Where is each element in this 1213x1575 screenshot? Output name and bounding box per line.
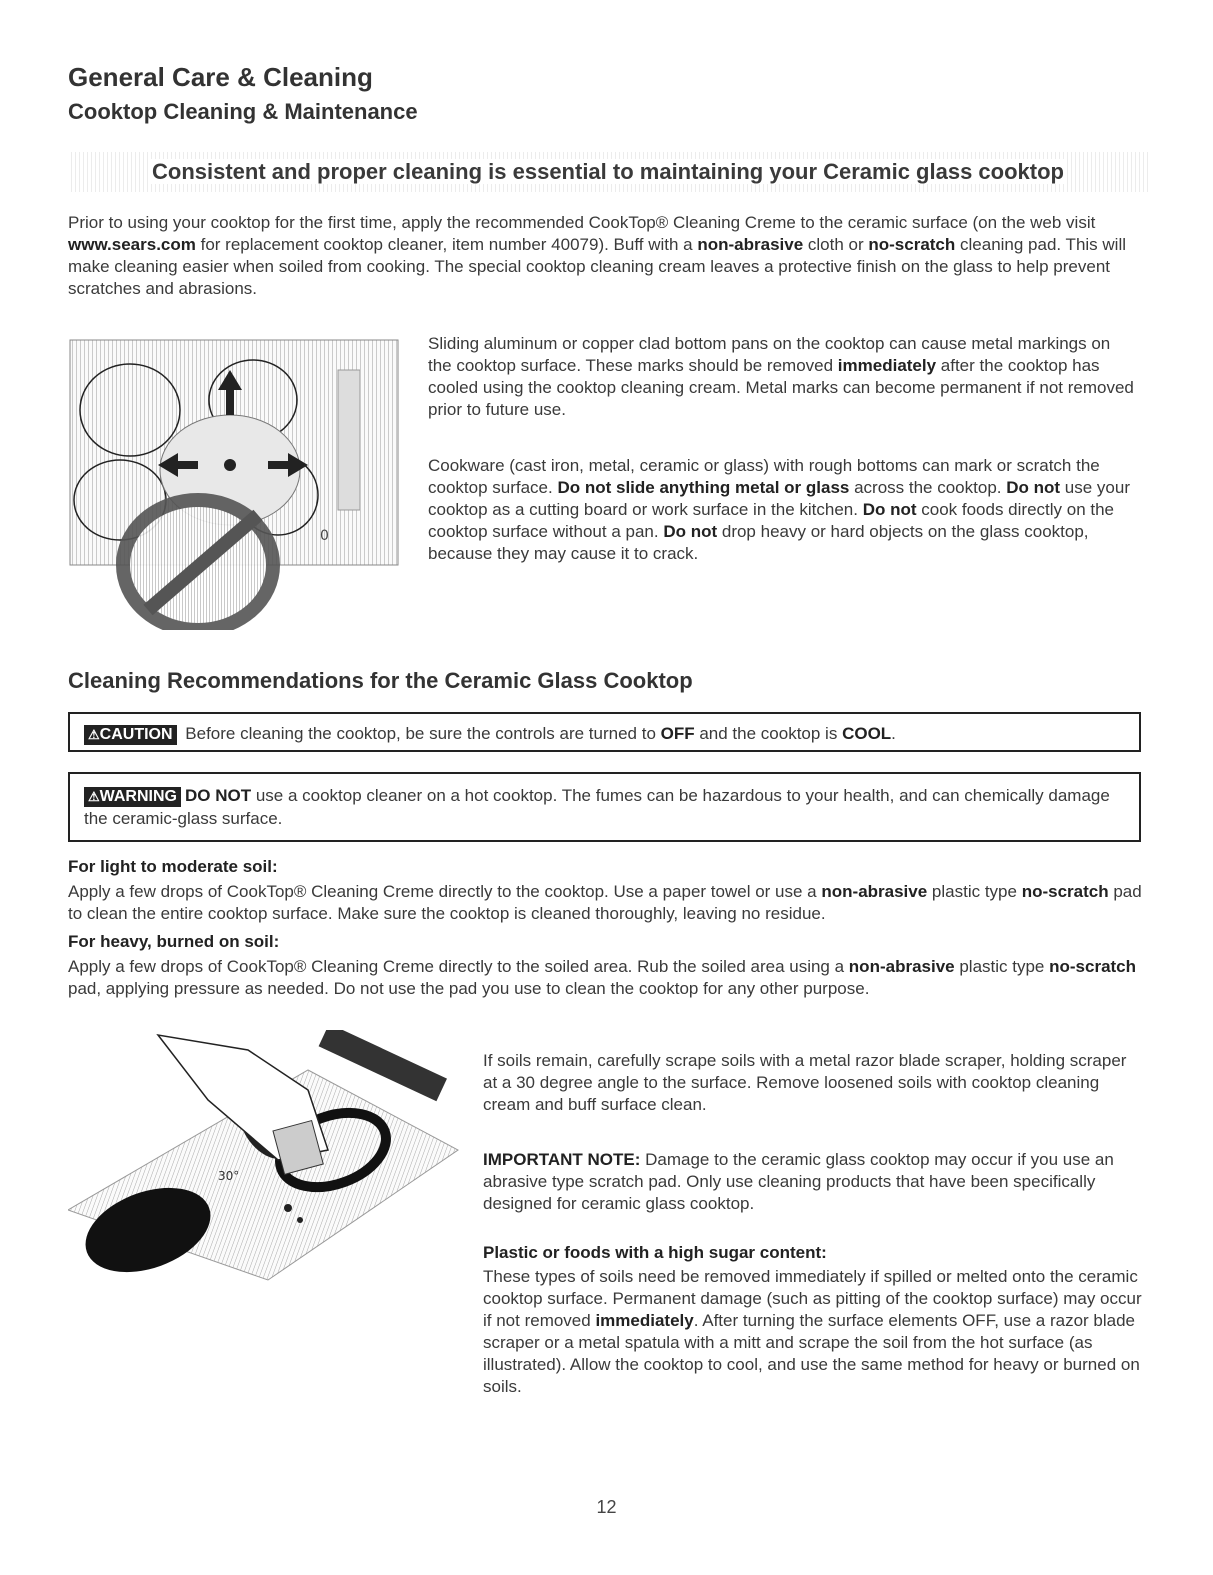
page-title: General Care & Cleaning	[68, 62, 373, 92]
warning-triangle-icon: ⚠	[88, 727, 100, 742]
intro-paragraph: Prior to using your cooktop for the first time, apply the recommended CookTop® Cleaning Creme to the ceramic surface (on the web visit www.sears.com for replacement cooktop cleaner, item number 40079). Buff with a non-abrasive cloth or no-scratch cleaning pad. This will make cleaning easier when soiled from cooking. The special cooktop cleaning cream leaves a protective finish on the glass to help prevent scratches and abrasions.	[68, 213, 1127, 298]
cookware-paragraph: Cookware (cast iron, metal, ceramic or glass) with rough bottoms can mark or scratch the cooktop surface. Do not slide anything metal or glass across the cooktop. Do not use your cooktop as a cutting board or work surface in the kitchen. Do not cook foods directly on the cooktop surface without a pan. Do not drop heavy or hard objects on the glass cooktop, because they may cause it to crack.	[428, 456, 1130, 563]
page-number: 12	[596, 1497, 617, 1517]
svg-text:0: 0	[320, 528, 329, 544]
page-subtitle: Cooktop Cleaning & Maintenance	[68, 99, 418, 124]
angle-label: 30°	[218, 1169, 240, 1183]
scrape-paragraph: If soils remain, carefully scrape soils with a metal razor blade scraper, holding scraper at a 30 degree angle to the surface. Remove loosened soils with cooktop cleaning cream and buff surface clean.	[483, 1051, 1127, 1114]
warning-triangle-icon: ⚠	[88, 789, 100, 804]
sliding-paragraph: Sliding aluminum or copper clad bottom pans on the cooktop can cause metal markings on the cooktop surface. These marks should be removed immediately after the cooktop has cooled using the cooktop cleaning cream. Metal marks can become permanent if not removed prior to future use.	[428, 334, 1134, 419]
section-heading: Cleaning Recommendations for the Ceramic Glass Cooktop	[68, 668, 693, 693]
caution-badge: ⚠CAUTION	[84, 725, 177, 745]
caution-box: ⚠CAUTION Before cleaning the cooktop, be sure the controls are turned to OFF and the cooktop is COOL.	[68, 712, 1141, 752]
light-soil-paragraph: Apply a few drops of CookTop® Cleaning Creme directly to the cooktop. Use a paper towel or use a non-abrasive plastic type no-scratch pad to clean the entire cooktop surface. Make sure the cooktop is cleaned thoroughly, leaving no residue.	[68, 882, 1142, 923]
important-note-paragraph: IMPORTANT NOTE: Damage to the ceramic glass cooktop may occur if you use an abrasive type scratch pad. Only use cleaning products that have been specifically designed for ceramic glass cooktop.	[483, 1150, 1114, 1213]
banner-text: Consistent and proper cleaning is essential to maintaining your Ceramic glass cooktop	[152, 159, 1064, 184]
sugar-heading: Plastic or foods with a high sugar content:	[483, 1243, 827, 1262]
warning-box: ⚠WARNING DO NOT use a cooktop cleaner on a hot cooktop. The fumes can be hazardous to your health, and can chemically damage the ceramic-glass surface.	[68, 772, 1141, 842]
section-banner	[68, 152, 1148, 192]
heavy-soil-paragraph: Apply a few drops of CookTop® Cleaning Creme directly to the soiled area. Rub the soiled area using a non-abrasive plastic type no-scratch pad, applying pressure as needed. Do not use the pad you use to clean the cooktop for any other purpose.	[68, 957, 1137, 998]
no-sliding-illustration	[68, 330, 408, 630]
warning-badge: ⚠WARNING	[84, 787, 181, 807]
scraper-illustration	[68, 1030, 468, 1290]
heavy-soil-heading: For heavy, burned on soil:	[68, 932, 280, 951]
sugar-paragraph: These types of soils need be removed immediately if spilled or melted onto the ceramic cooktop surface. Permanent damage (such as pitting of the cooktop surface) may occur if not removed immediately. After turning the surface elements OFF, use a razor blade scraper or a metal spatula with a mitt and scrape the soil from the hot surface (as illustrated). Allow the cooktop to cool, and use the same method for heavy or burned on soils.	[483, 1267, 1142, 1396]
light-soil-heading: For light to moderate soil:	[68, 857, 278, 876]
